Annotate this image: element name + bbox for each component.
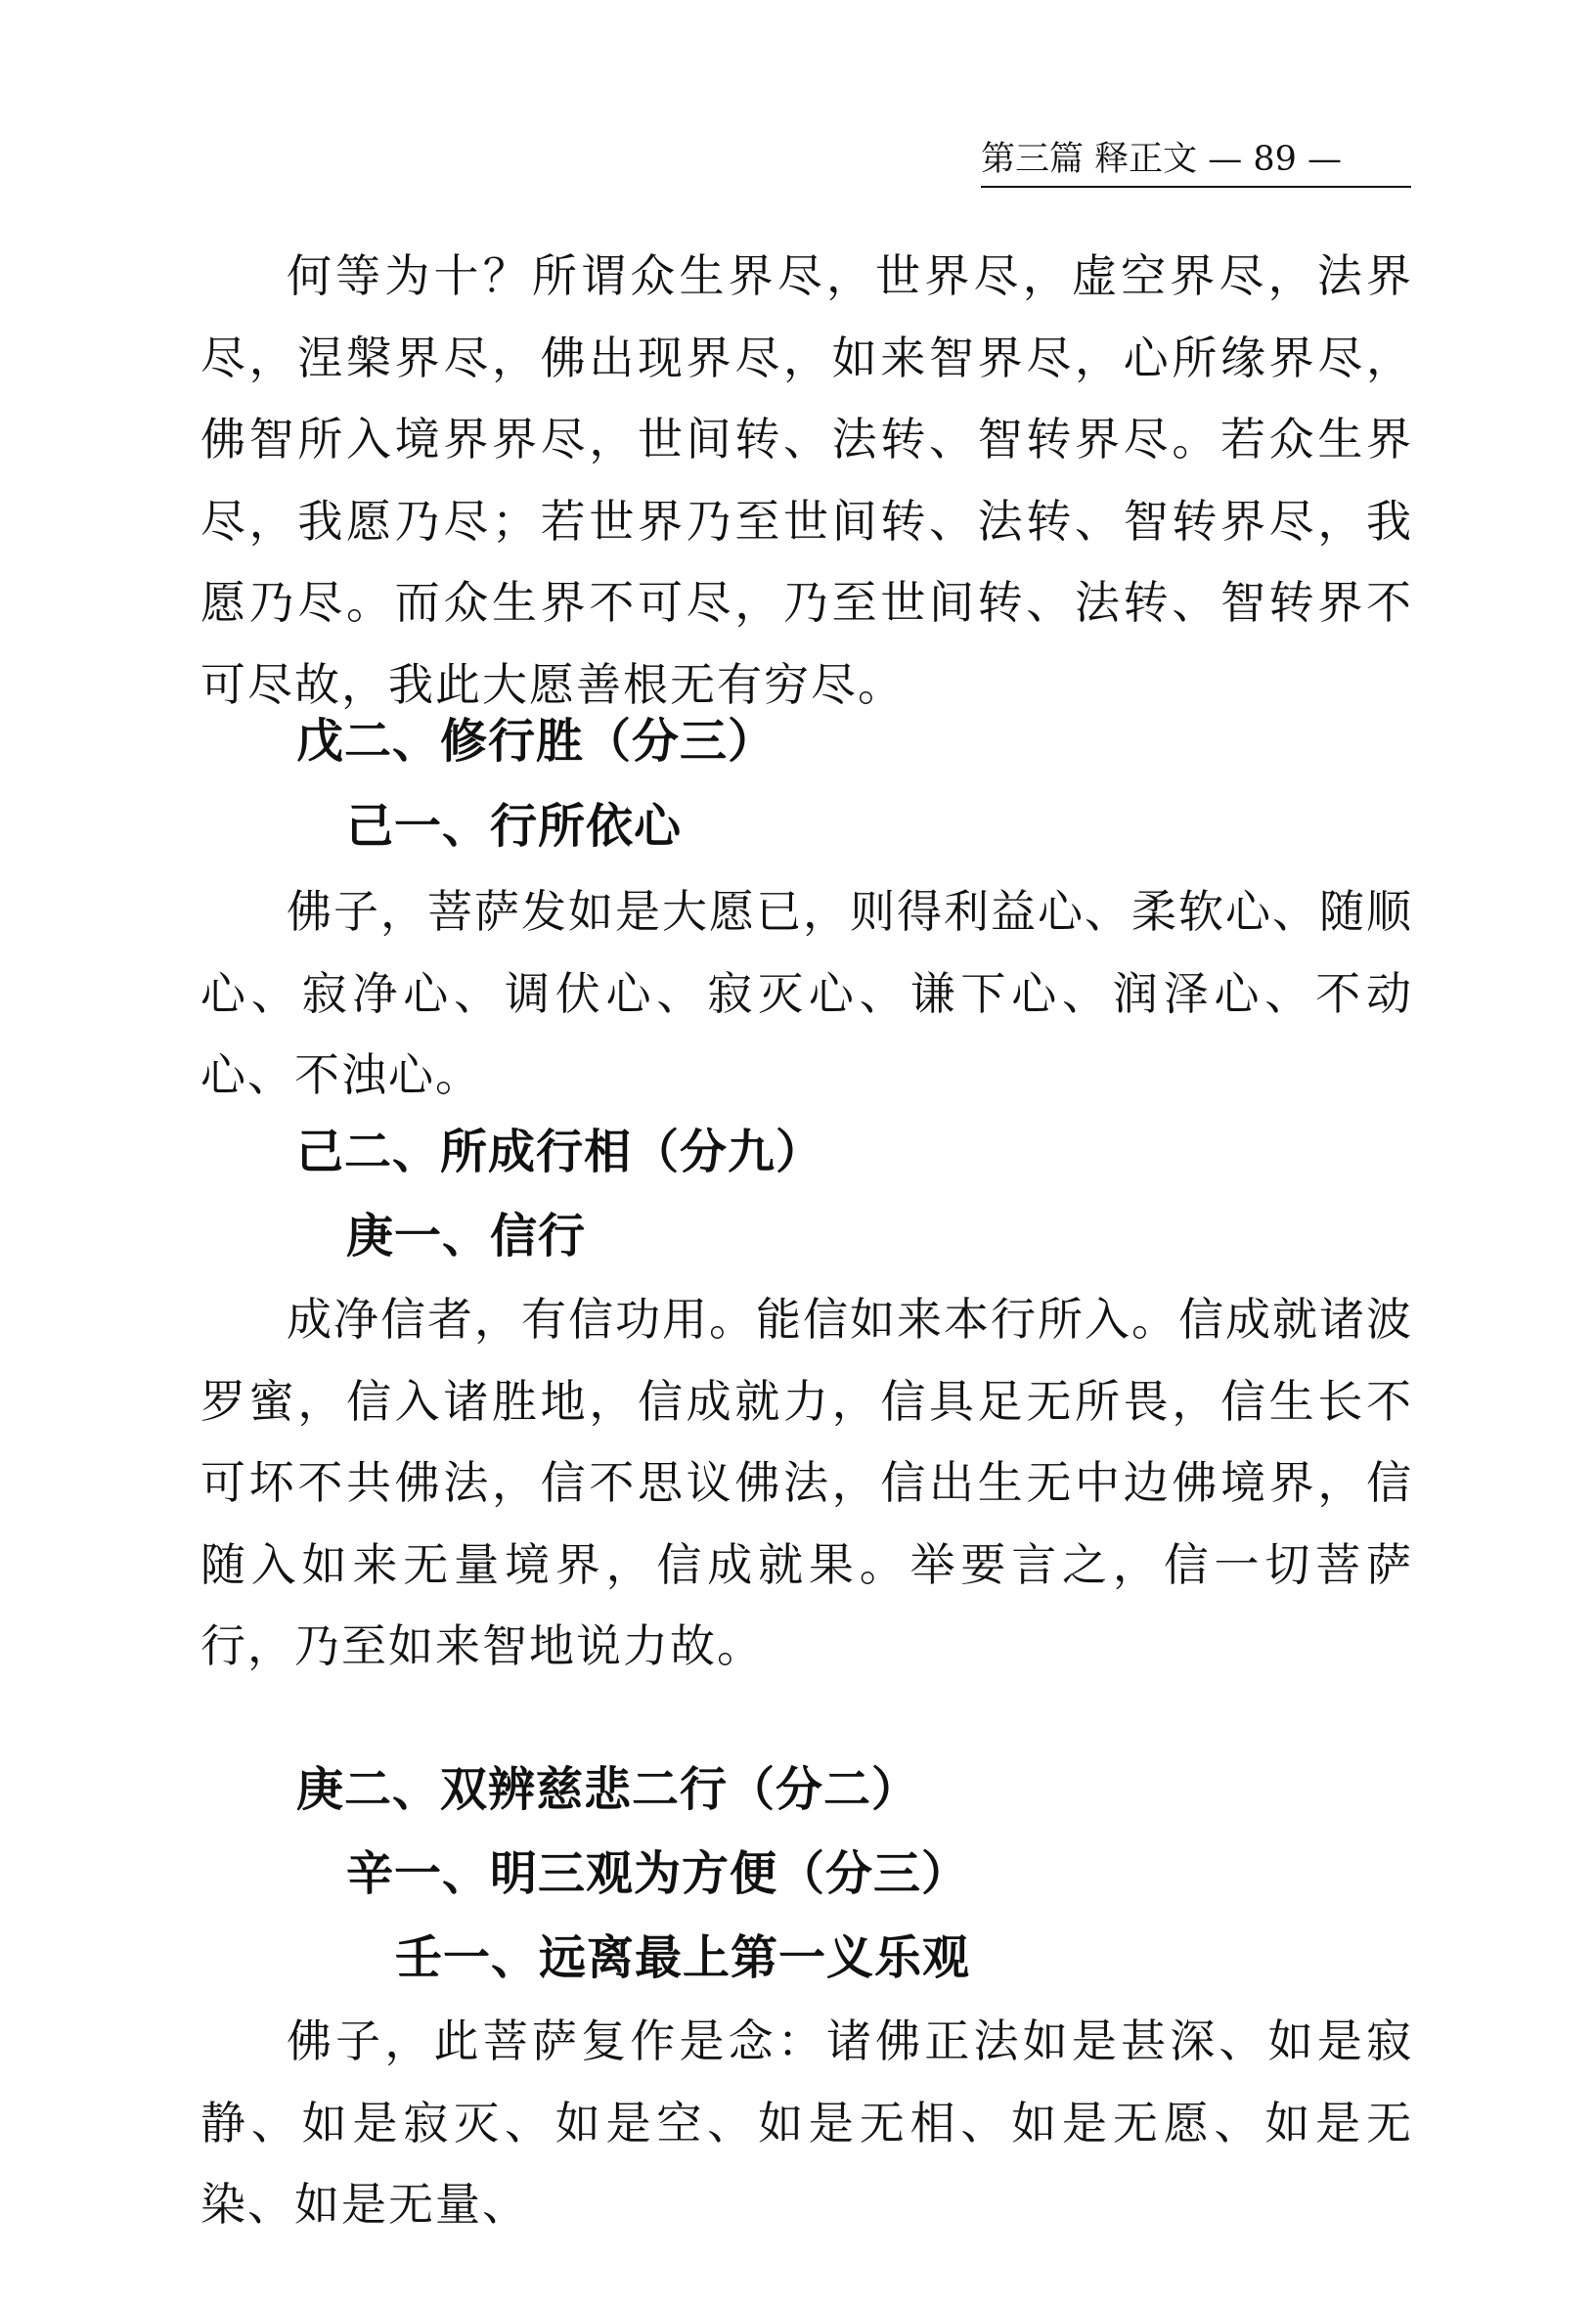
heading-ji-er: 己二、所成行相（分九） (296, 1125, 824, 1179)
paragraph-ten-ends: 何等为十？所谓众生界尽，世界尽，虚空界尽，法界尽，涅槃界尽，佛出现界尽，如来智界尽，心所缘界尽，佛智所入境界界尽，世间转、法转、智转界尽。若众生界尽，我愿乃尽；若世界乃至世间转、法转、智转界尽，我愿乃尽。而众生界不可尽，乃至世间转、法转、智转界不可尽故，我此大愿善根无有穷尽。 (200, 249, 1413, 711)
header-rule (981, 186, 1411, 188)
heading-xin-yi: 辛一、明三观为方便（分三） (346, 1846, 970, 1901)
heading-geng-er: 庚二、双辨慈悲二行（分二） (296, 1762, 920, 1817)
paragraph-faith-practice: 成净信者，有信功用。能信如来本行所入。信成就诸波罗蜜，信入诸胜地，信成就力，信具足无所畏，信生长不可坏不共佛法，信不思议佛法，信出生无中边佛境界，信随入如来无量境界，信成就果。举要言之，信一切菩萨行，乃至如来智地说力故。 (200, 1293, 1413, 1672)
heading-ren-yi: 壬一、远离最上第一义乐观 (395, 1930, 971, 1985)
heading-ji-yi: 己一、行所依心 (346, 799, 683, 854)
heading-geng-yi: 庚一、信行 (346, 1209, 587, 1263)
paragraph-profound-dharma: 佛子，此菩萨复作是念：诸佛正法如是甚深、如是寂静、如是寂灭、如是空、如是无相、如是无愿、如是无染、如是无量、 (200, 2015, 1413, 2231)
paragraph-ten-minds: 佛子，菩萨发如是大愿已，则得利益心、柔软心、随顺心、寂净心、调伏心、寂灭心、谦下心、润泽心、不动心、不浊心。 (200, 885, 1413, 1101)
running-header: 第三篇 释正文 — 89 — (981, 140, 1343, 179)
heading-wu-er: 戊二、修行胜（分三） (296, 714, 776, 769)
